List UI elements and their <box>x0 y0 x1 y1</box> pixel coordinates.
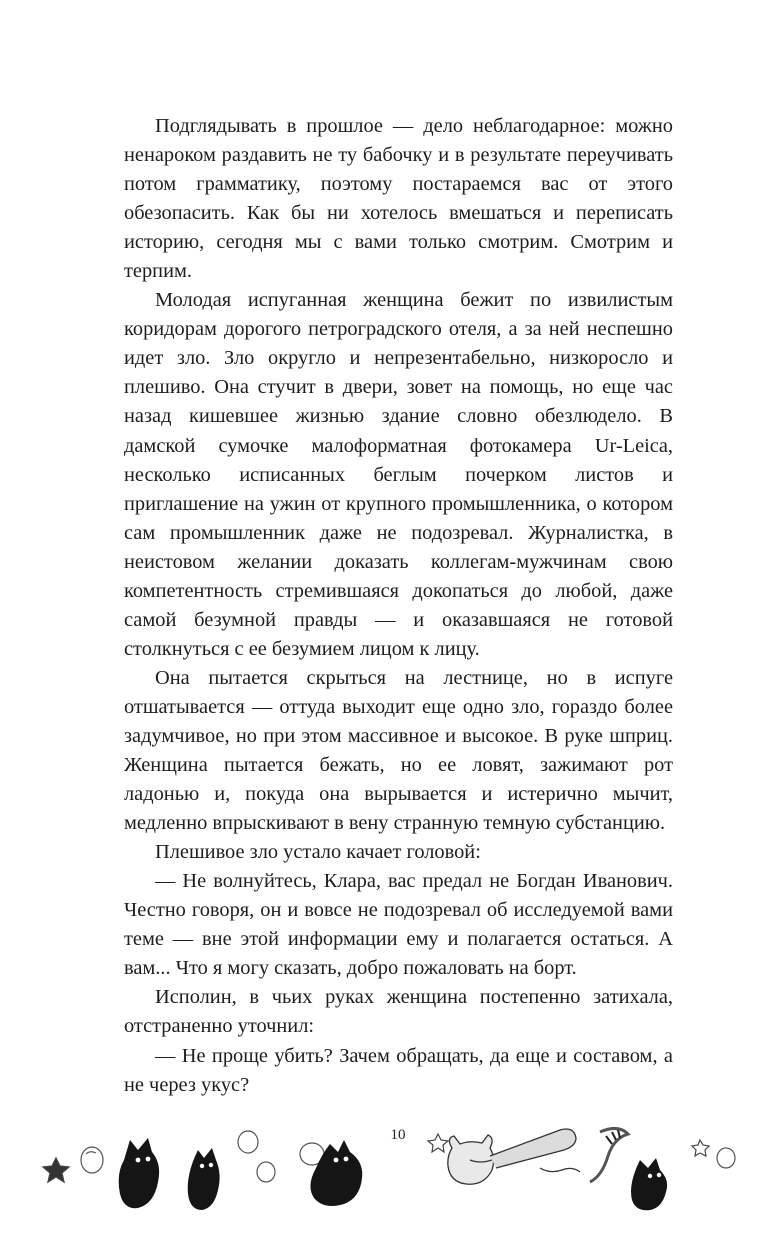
footer-ornament <box>0 1120 768 1230</box>
book-page-text <box>124 112 673 1100</box>
star-icon <box>692 1140 709 1156</box>
star-icon <box>428 1134 448 1152</box>
paragraph: Исполин, в чьих руках женщина постепенно затихала, отстраненно уточнил: <box>124 986 673 1038</box>
paragraph: — Не волнуйтесь, Клара, вас предал не Богдан Иванович. Честно говоря, он и вовсе не подозревал об исследуемой вами теме — вне этой информации ему и полагается остаться. А вам... Что я могу сказать, добро пожаловать на борт. <box>124 870 673 980</box>
paragraph: Молодая испуганная женщина бежит по извилистым коридорам дорогого петроградского отеля, а за ней неспешно идет зло. Зло округло и непрезентабельно, низкоросло и плешиво. Она стучит в двери, зовет на помощь, но еще час назад кишевшее жизнью здание словно обезлюдело. В дамской сумочке малоформатная фотокамера Ur-Leica, несколько исписанных беглым почерком листов и приглашение на ужин от крупного промышленника, о котором сам промышленник даже не подозревал. Журналистка, в неистовом желании доказать коллегам-мужчинам свою компетентность стремившаяся докопаться до любой, даже самой безумной правды — и оказавшаяся не готовой столкнуться с ее безумием лицом к лицу. <box>124 289 673 660</box>
page-number: 10 <box>390 1127 406 1143</box>
paragraph: — Не проще убить? Зачем обращать, да еще и составом, а не через укус? <box>124 1044 673 1096</box>
paragraph: Плешивое зло устало качает головой: <box>155 841 481 864</box>
star-icon <box>43 1158 69 1182</box>
paragraph: Она пытается скрыться на лестнице, но в испуге отшатывается — оттуда выходит еще одно зло, гораздо более задумчивое, но при этом массивное и высокое. В руке шприц. Женщина пытается бежать, но ее ловят, зажимают рот ладонью и, покуда она вырывается и истерично мычит, медленно впрыскивают в вену странную темную субстанцию. <box>124 666 673 835</box>
black-creature-icon <box>119 1138 667 1210</box>
cat-with-bat-icon <box>448 1128 628 1184</box>
paragraph: Подглядывать в прошлое — дело неблагодарное: можно ненароком раздавить не ту бабочку и в результате переучивать потом грамматику, поэтому постараемся вас от этого обезопасить. Как бы ни хотелось вмешаться и переписать историю, сегодня мы с вами только смотрим. Смотрим и терпим. <box>124 115 673 283</box>
